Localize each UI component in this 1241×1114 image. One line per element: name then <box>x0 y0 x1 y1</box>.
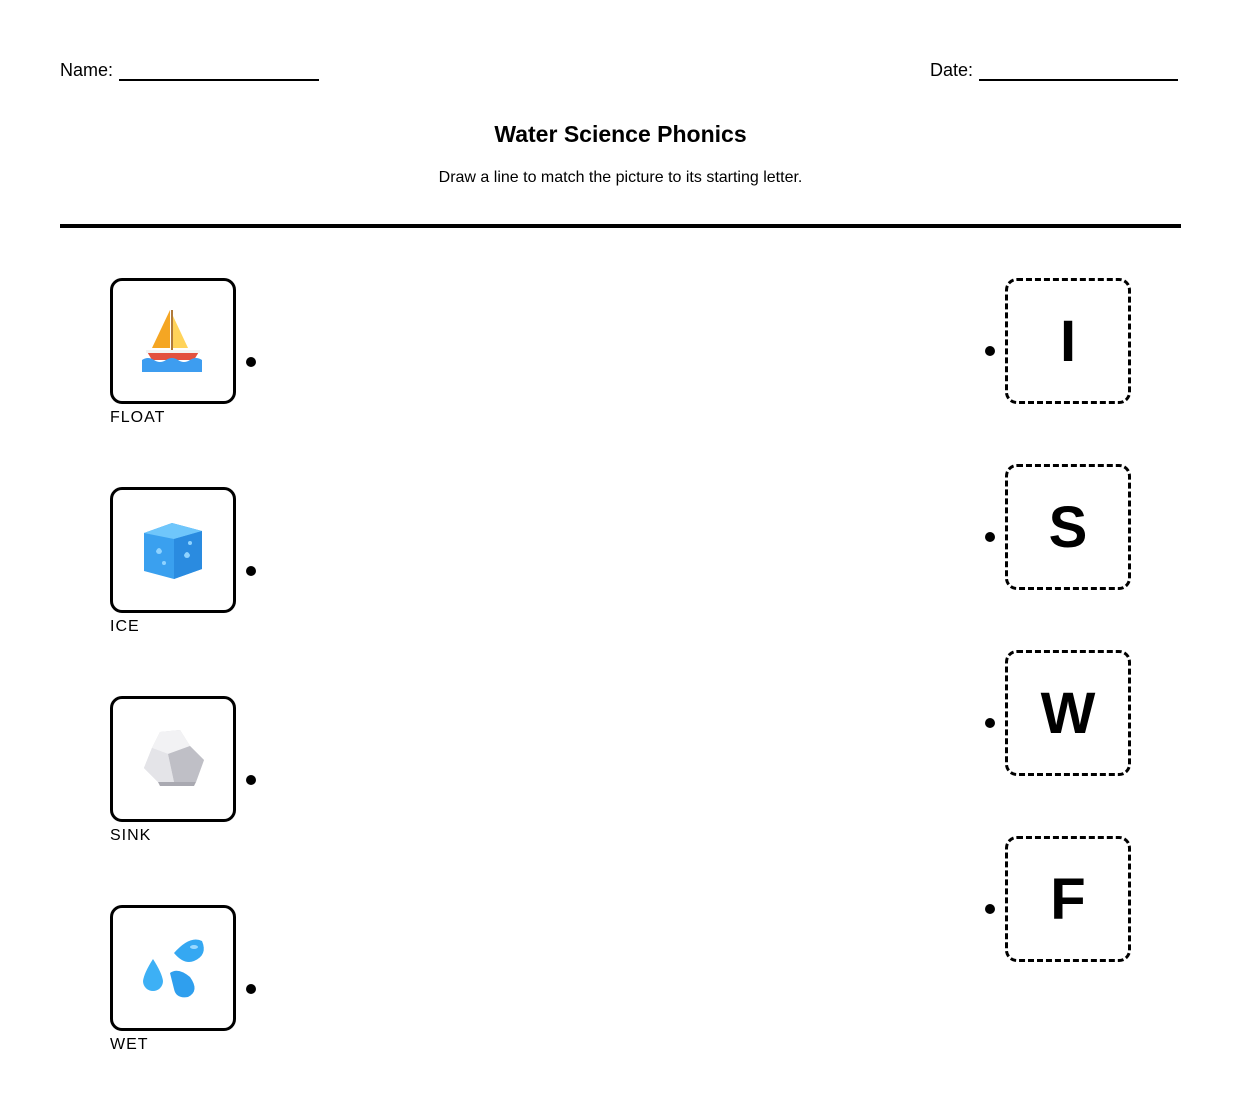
picture-box <box>110 487 236 613</box>
letter-dot-i[interactable] <box>985 346 995 356</box>
letter-box-i: I <box>1005 278 1131 404</box>
picture-label: SINK <box>110 827 152 844</box>
picture-dot-float[interactable] <box>246 357 256 367</box>
picture-label: FLOAT <box>110 409 166 426</box>
picture-box <box>110 696 236 822</box>
picture-item-ice <box>110 487 236 636</box>
picture-item-sink <box>110 696 236 845</box>
picture-dot-wet[interactable] <box>246 984 256 994</box>
picture-box <box>110 278 236 404</box>
ice-cube-icon <box>138 515 208 585</box>
date-field[interactable] <box>930 60 1178 81</box>
letter-dot-f[interactable] <box>985 904 995 914</box>
date-blank-line[interactable] <box>979 63 1178 81</box>
water-droplets-icon <box>138 933 208 1003</box>
letter-dot-s[interactable] <box>985 532 995 542</box>
picture-item-wet <box>110 905 236 1054</box>
instructions: Draw a line to match the picture to its starting letter. <box>438 169 803 186</box>
picture-label: ICE <box>110 618 140 635</box>
worksheet-title: Water Science Phonics <box>494 121 747 147</box>
picture-label: WET <box>110 1036 149 1053</box>
letter-dot-w[interactable] <box>985 718 995 728</box>
picture-item-float <box>110 278 236 427</box>
picture-dot-ice[interactable] <box>246 566 256 576</box>
date-label: Date: <box>930 60 974 80</box>
rock-icon <box>138 724 208 794</box>
letter-box-w: W <box>1005 650 1131 776</box>
letter-box-s: S <box>1005 464 1131 590</box>
picture-dot-sink[interactable] <box>246 775 256 785</box>
sailboat-icon <box>138 306 208 376</box>
picture-box <box>110 905 236 1031</box>
name-label: Name: <box>60 60 114 80</box>
name-field[interactable] <box>60 60 319 81</box>
letter-box-f: F <box>1005 836 1131 962</box>
header-divider <box>60 224 1181 228</box>
name-blank-line[interactable] <box>119 63 319 81</box>
